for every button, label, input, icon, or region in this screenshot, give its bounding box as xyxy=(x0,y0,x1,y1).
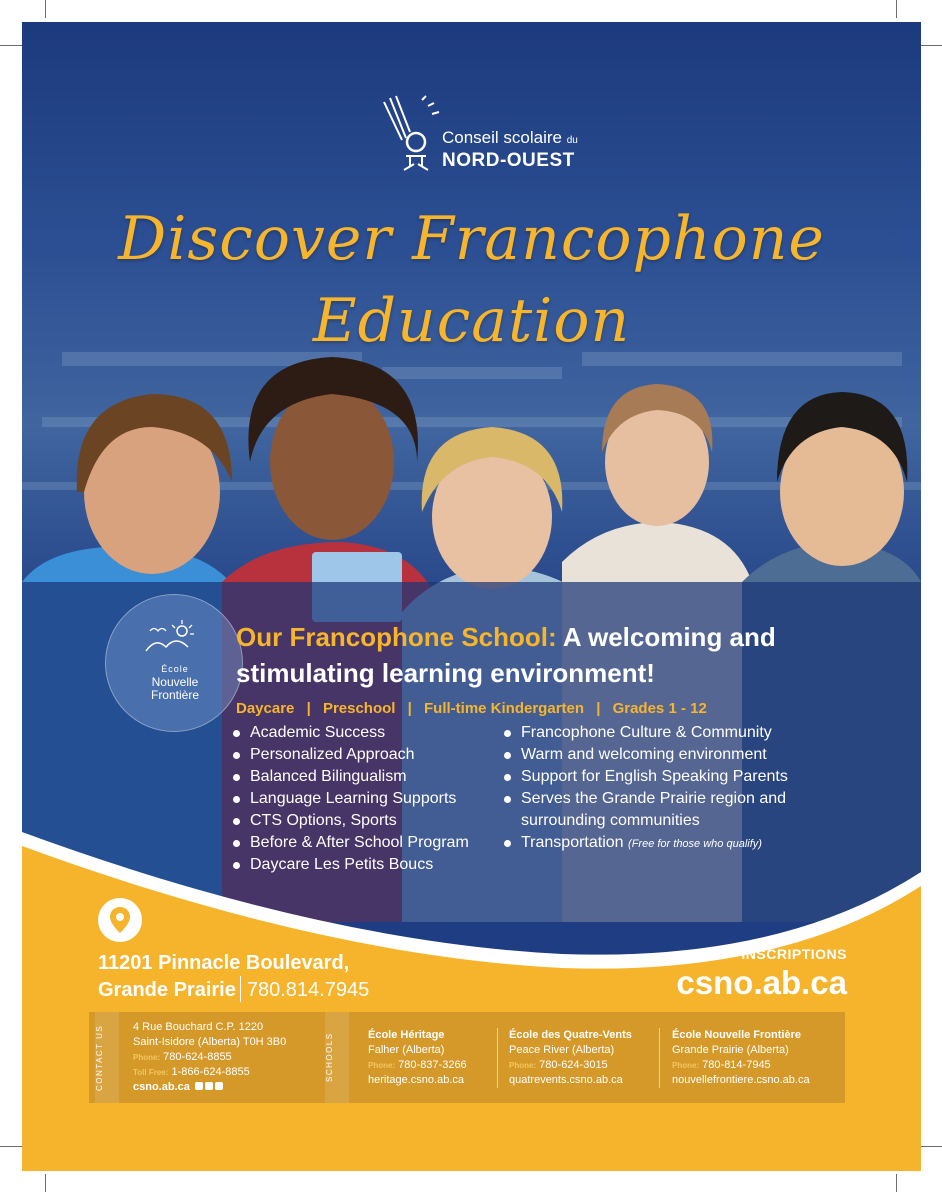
sun-landscape-icon xyxy=(136,617,206,657)
benefit-item: Language Learning Supports xyxy=(233,788,469,810)
program-separator: | xyxy=(596,700,601,717)
school-card xyxy=(368,1028,467,1088)
phone-label: Phone: xyxy=(133,1053,161,1062)
crop-mark xyxy=(896,0,897,18)
benefits-list-left xyxy=(233,722,469,876)
school-name: École Héritage xyxy=(368,1029,445,1041)
csno-logo xyxy=(372,94,632,174)
school-name: École des Quatre-Vents xyxy=(509,1029,632,1041)
schools-label: SCHOOLS xyxy=(325,1032,334,1083)
crop-mark xyxy=(45,0,46,18)
school-phone[interactable]: 780-814-7945 xyxy=(702,1059,771,1071)
address-city: Grande Prairie xyxy=(98,979,236,1001)
benefits-list-right xyxy=(504,722,788,855)
school-place: Falher (Alberta) xyxy=(368,1044,445,1056)
contact-site[interactable]: csno.ab.ca xyxy=(133,1081,190,1093)
school-phone[interactable]: 780-837-3266 xyxy=(398,1059,467,1071)
contact-phone-line xyxy=(133,1050,286,1065)
contact-street: 4 Rue Bouchard C.P. 1220 xyxy=(133,1021,264,1033)
school-phone-line xyxy=(368,1058,467,1073)
school-place: Grande Prairie (Alberta) xyxy=(672,1044,789,1056)
school-site[interactable]: nouvellefrontiere.csno.ab.ca xyxy=(672,1074,810,1086)
contact-city: Saint-Isidore (Alberta) T0H 3B0 xyxy=(133,1036,287,1048)
benefit-item: Before & After School Program xyxy=(233,832,469,854)
benefit-item: Serves the Grande Prairie region and xyxy=(504,788,788,810)
headline-line-2: Education xyxy=(312,286,631,356)
transport-label: Transportation xyxy=(521,834,624,851)
school-site[interactable]: quatrevents.csno.ab.ca xyxy=(509,1074,623,1086)
school-place: Peace River (Alberta) xyxy=(509,1044,615,1056)
contact-us-label: CONTACT US xyxy=(95,1024,104,1091)
facebook-icon[interactable] xyxy=(195,1082,203,1090)
logo-line-2: NORD-OUEST xyxy=(442,150,575,171)
badge-line-1: École xyxy=(161,664,189,674)
contact-site-line xyxy=(133,1080,286,1095)
benefit-item: Balanced Bilingualism xyxy=(233,766,469,788)
badge-line-3: Frontière xyxy=(150,688,200,702)
crop-mark xyxy=(45,1174,46,1192)
program-item: Grades 1 - 12 xyxy=(612,700,707,717)
program-separator: | xyxy=(306,700,311,717)
contact-tollfree[interactable]: 1-866-624-8855 xyxy=(171,1066,250,1078)
address-divider xyxy=(240,976,241,1002)
school-phone[interactable]: 780-624-3015 xyxy=(539,1059,608,1071)
school-phone-line xyxy=(509,1058,632,1073)
benefit-item: CTS Options, Sports xyxy=(233,810,469,832)
transport-note: (Free for those who qualify) xyxy=(628,838,762,850)
school-site[interactable]: heritage.csno.ab.ca xyxy=(368,1074,465,1086)
tagline-accent: Our Francophone School: xyxy=(236,622,557,652)
benefit-item: Academic Success xyxy=(233,722,469,744)
program-separator: | xyxy=(407,700,412,717)
contact-info xyxy=(133,1020,286,1095)
benefit-item-transport xyxy=(504,832,788,855)
phone-label: Phone: xyxy=(509,1061,537,1070)
school-card xyxy=(672,1028,810,1088)
contact-bar xyxy=(89,1012,845,1103)
youtube-icon[interactable] xyxy=(205,1082,213,1090)
column-divider xyxy=(659,1028,660,1088)
phone-label: Phone: xyxy=(368,1061,396,1070)
program-item: Daycare xyxy=(236,700,295,717)
tagline-rest: A welcoming and stimulating learning environment! xyxy=(236,622,776,688)
benefit-item: Support for English Speaking Parents xyxy=(504,766,788,788)
contact-phone[interactable]: 780-624-8855 xyxy=(163,1051,232,1063)
benefit-item: Daycare Les Petits Boucs xyxy=(233,854,469,876)
tagline xyxy=(236,619,916,691)
benefit-item: Personalized Approach xyxy=(233,744,469,766)
tollfree-label: Toll Free: xyxy=(133,1068,169,1077)
crop-mark xyxy=(896,1174,897,1192)
program-list xyxy=(236,700,707,717)
address-block xyxy=(98,950,369,1003)
column-divider xyxy=(497,1028,498,1088)
inscriptions-label: INSCRIPTIONS xyxy=(741,946,847,962)
badge-line-2: Nouvelle xyxy=(151,675,199,689)
badge-text xyxy=(106,663,244,702)
website-link[interactable]: csno.ab.ca xyxy=(676,964,847,1001)
address-line-2 xyxy=(98,976,369,1003)
school-phone-line xyxy=(672,1058,810,1073)
program-item: Preschool xyxy=(322,700,396,717)
schools-label-box xyxy=(325,1012,349,1103)
benefit-item-continued: surrounding communities xyxy=(521,812,700,829)
school-card xyxy=(509,1028,632,1088)
phone-label: Phone: xyxy=(672,1061,700,1070)
contact-label-box xyxy=(95,1012,119,1103)
instagram-icon[interactable] xyxy=(215,1082,223,1090)
address-phone[interactable]: 780.814.7945 xyxy=(246,979,370,1001)
school-badge xyxy=(105,594,243,732)
contact-tollfree-line xyxy=(133,1065,286,1080)
program-item: Full-time Kindergarten xyxy=(424,700,585,717)
poster xyxy=(22,22,921,1171)
benefit-item: Francophone Culture & Community xyxy=(504,722,788,744)
location-pin-icon xyxy=(98,898,142,942)
headline-line-1: Discover Francophone xyxy=(118,204,825,274)
school-name: École Nouvelle Frontière xyxy=(672,1029,801,1041)
benefit-item: Warm and welcoming environment xyxy=(504,744,788,766)
bird-logo-icon xyxy=(372,94,442,174)
logo-line-1: Conseil scolaire du xyxy=(442,128,578,147)
address-line-1: 11201 Pinnacle Boulevard, xyxy=(98,952,350,974)
